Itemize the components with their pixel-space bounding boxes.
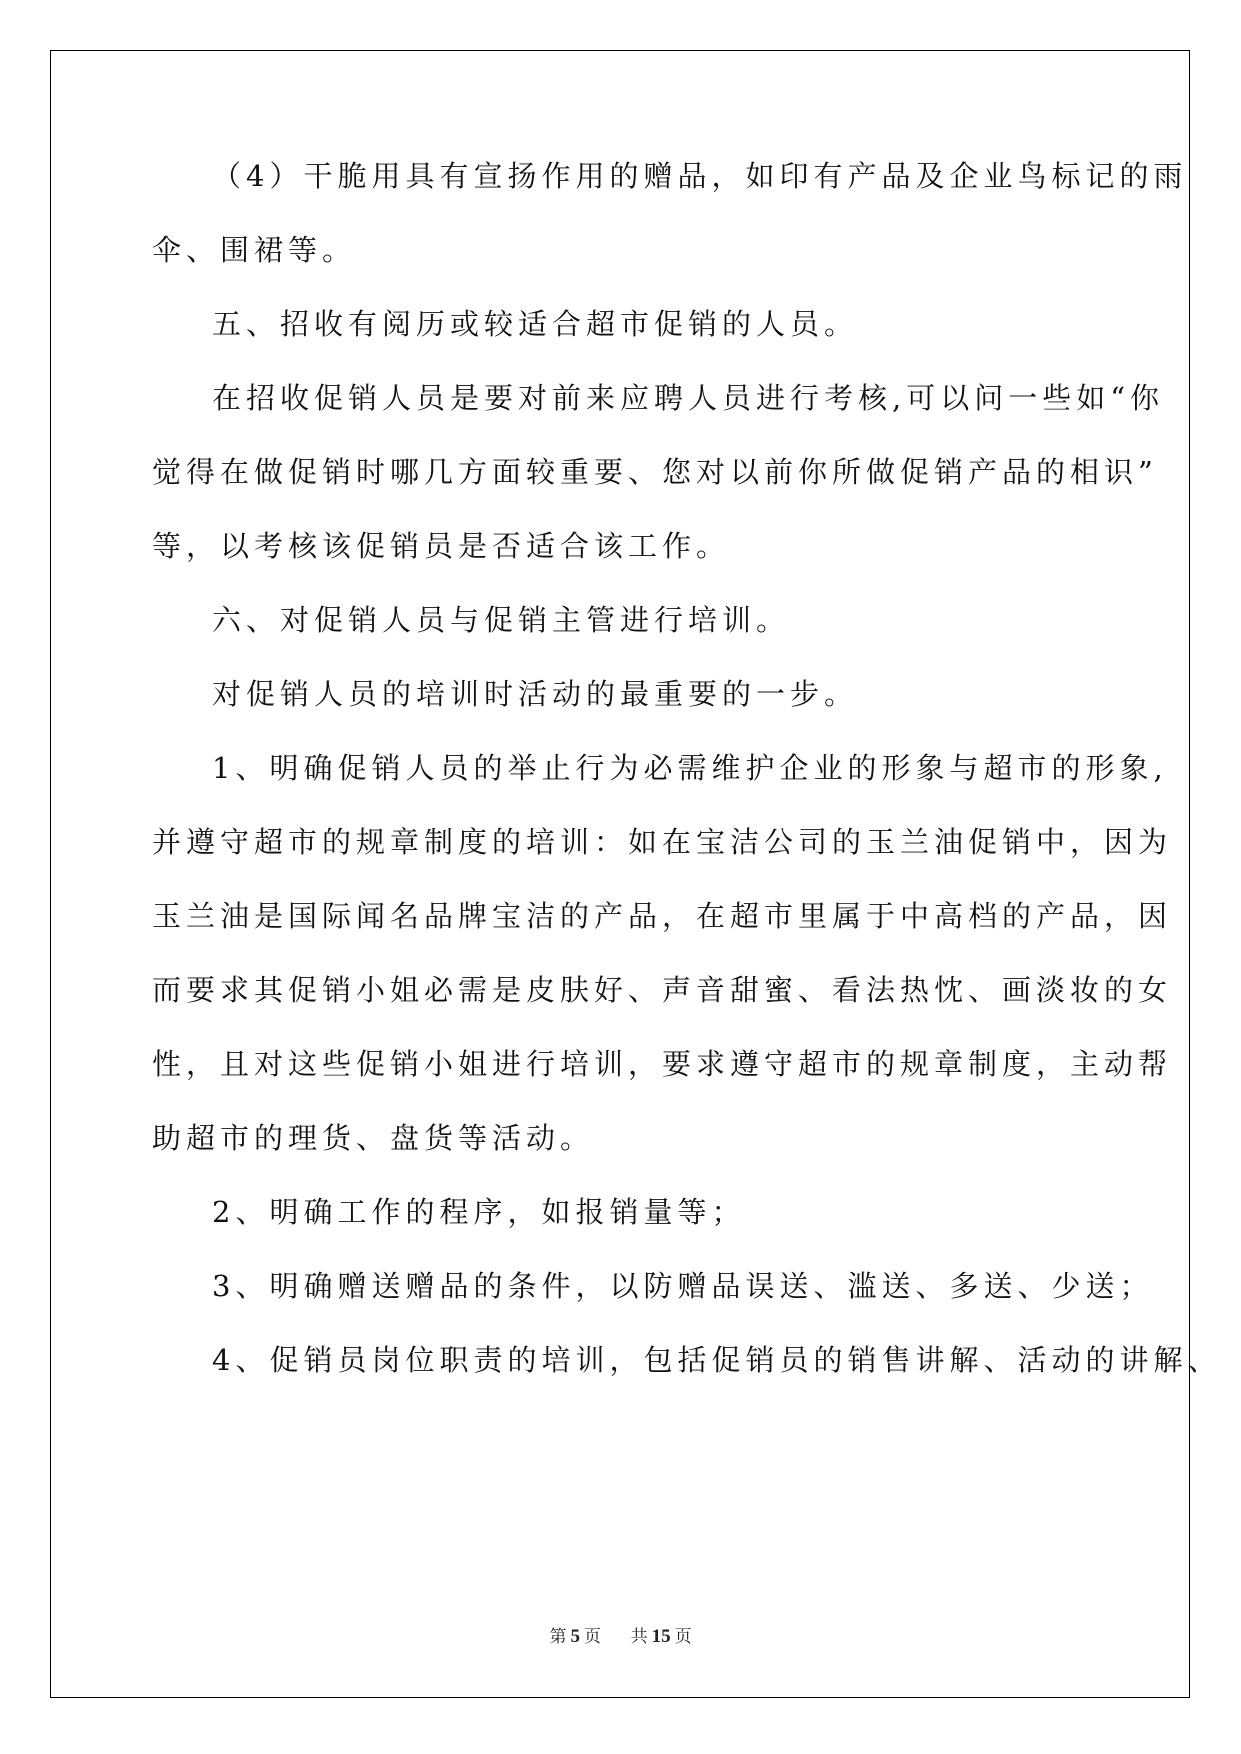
section-heading: 六、对促销人员与促销主管进行培训。 <box>212 603 791 637</box>
section-heading: 五、招收有阅历或较适合超市促销的人员。 <box>212 307 859 341</box>
paragraph-line: （4）干脆用具有宣扬作用的赠品，如印有产品及企业鸟标记的雨 <box>212 159 1188 193</box>
paragraph-line: 4、促销员岗位职责的培训，包括促销员的销售讲解、活动的讲解、 <box>212 1343 1222 1377</box>
paragraph-line: 3、明确赠送赠品的条件，以防赠品误送、滥送、多送、少送； <box>212 1269 1154 1303</box>
paragraph-line: 觉得在做促销时哪几方面较重要、您对以前你所做促销产品的相识” <box>152 455 1158 489</box>
page-number: 第 5 页 <box>549 1626 601 1647</box>
paragraph-line: 玉兰油是国际闻名品牌宝洁的产品，在超市里属于中高档的产品，因 <box>152 899 1173 933</box>
paragraph-line: 在招收促销人员是要对前来应聘人员进行考核,可以问一些如“你 <box>212 381 1165 415</box>
paragraph-line: 对促销人员的培训时活动的最重要的一步。 <box>212 677 859 711</box>
paragraph-line: 并遵守超市的规章制度的培训：如在宝洁公司的玉兰油促销中，因为 <box>152 825 1173 859</box>
page-footer <box>0 1622 1241 1648</box>
document-body <box>152 159 1222 1418</box>
page-total: 共 15 页 <box>630 1626 692 1647</box>
paragraph-line: 助超市的理货、盘货等活动。 <box>152 1121 595 1155</box>
paragraph-line: 性，且对这些促销小姐进行培训，要求遵守超市的规章制度，主动帮 <box>152 1047 1173 1081</box>
paragraph-line: 伞、围裙等。 <box>152 233 357 267</box>
paragraph-line: 2、明确工作的程序，如报销量等； <box>212 1195 746 1229</box>
paragraph-line: 而要求其促销小姐必需是皮肤好、声音甜蜜、看法热忱、画淡妆的女 <box>152 973 1173 1007</box>
paragraph-line: 等，以考核该促销员是否适合该工作。 <box>152 529 731 563</box>
paragraph-line: 1、明确促销人员的举止行为必需维护企业的形象与超市的形象, <box>212 751 1168 785</box>
